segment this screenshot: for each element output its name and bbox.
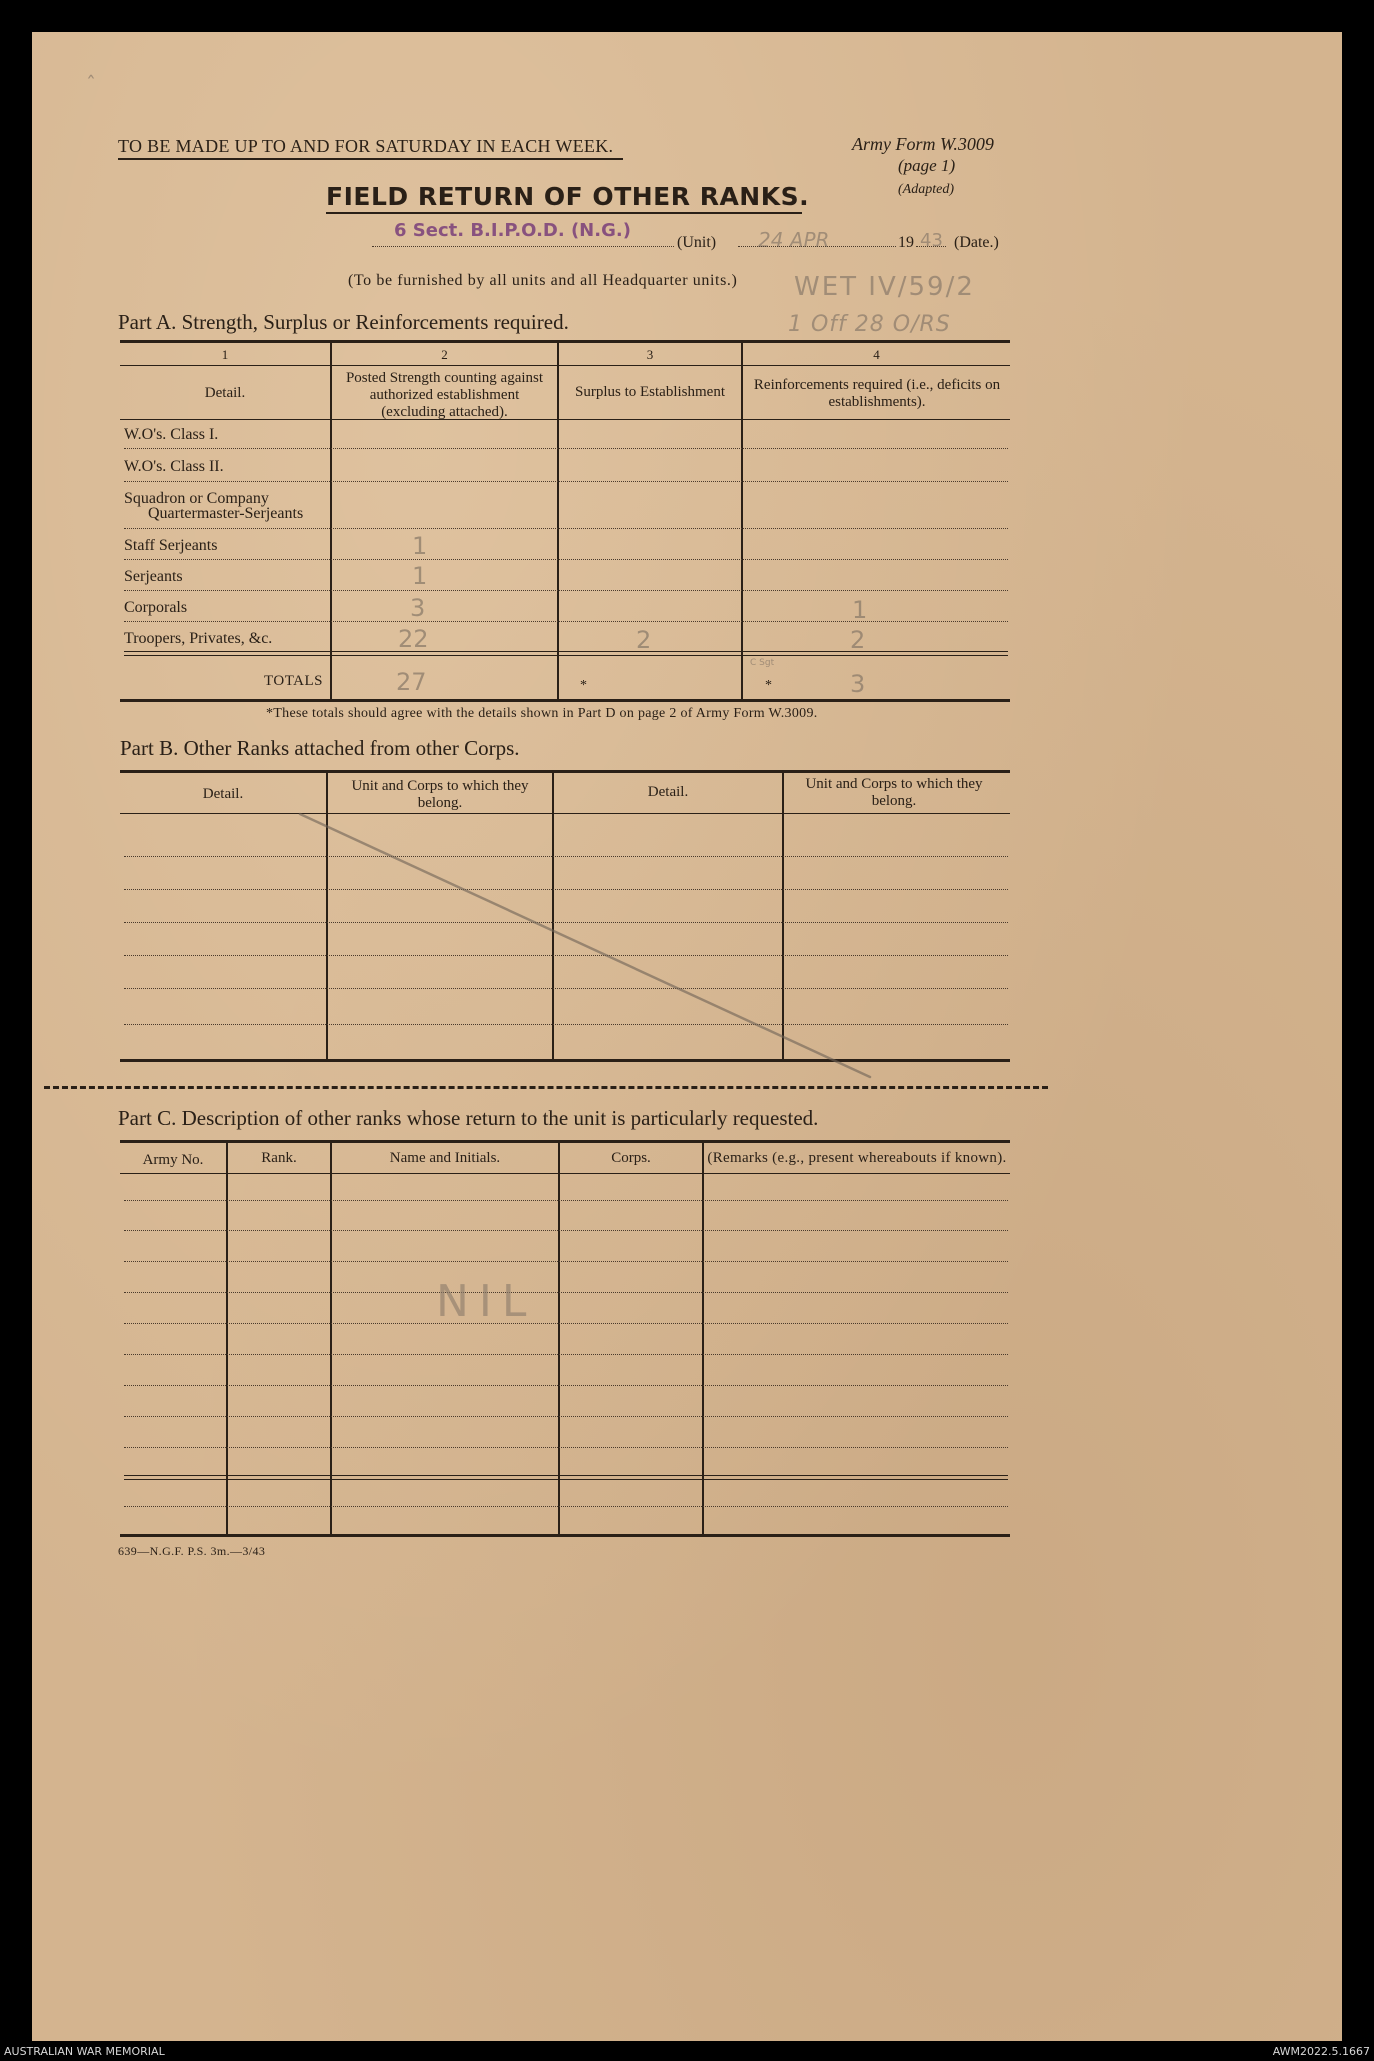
row-label-troopers: Troopers, Privates, &c. [124,630,273,647]
archive-reference: AWM2022.5.1667 [1272,2045,1370,2058]
part-c-line-8 [124,1416,1008,1417]
totals-surplus-star: * [580,678,587,693]
part-a-col-reinforcements: Reinforcements required (i.e., deficits on establishments). [753,377,1001,410]
posted-staff-serjeants: 1 [412,532,428,560]
part-a-col-num-1: 1 [221,347,229,362]
part-c-col-name: Name and Initials. [389,1150,501,1166]
row-label-serjeants: Serjeants [124,568,183,585]
row-label-wo-class-2: W.O's. Class II. [124,458,224,475]
totals-reinf: 3 [850,670,866,698]
part-c-col-army-no: Army No. [142,1152,204,1168]
part-a-col-surplus: Surplus to Establishment [575,384,725,400]
totals-reinf-star: * [765,678,772,693]
part-c-heading: Part C. Description of other ranks whose return to the unit is particularly requested. [118,1106,819,1130]
part-c-line-4 [124,1292,1008,1293]
archive-credit: AUSTRALIAN WAR MEMORIAL [4,2045,165,2058]
weekly-instruction: TO BE MADE UP TO AND FOR SATURDAY IN EACH WEEK. [118,136,614,156]
part-a-heading: Part A. Strength, Surplus or Reinforcements required. [118,310,569,334]
totals-reinf-note: C Sgt [750,658,775,668]
part-b-heading: Part B. Other Ranks attached from other Corps. [120,736,520,760]
part-c-line-1 [124,1200,1008,1201]
reinf-corporals: 1 [852,596,868,624]
part-c-line-3 [124,1261,1008,1262]
row-label-corporals: Corporals [124,599,188,616]
unit-stamp: 6 Sect. B.I.P.O.D. (N.G.) [394,220,631,241]
part-b-col-unit-corps-1: Unit and Corps to which they belong. [351,778,529,811]
part-c-line-7 [124,1385,1008,1386]
part-c-top-rule [120,1140,1010,1143]
pencil-annotation-ref: WET IV/59/2 [794,272,975,302]
archive-footer [0,2041,1374,2061]
part-a-footnote: *These totals should agree with the details shown in Part D on page 2 of Army Form W.3009. [266,706,818,721]
part-c-line-9 [124,1447,1008,1448]
surplus-troopers: 2 [636,626,652,654]
part-c-col-rank: Rank. [261,1150,297,1166]
nil-handwritten: NIL [436,1276,537,1327]
form-number: Army Form W.3009 [852,134,994,154]
row-label-cqms: Squadron or Company [124,490,269,507]
part-c-col-remarks: (Remarks (e.g., present whereabouts if known). [707,1150,1007,1166]
row-label-cqms-2: Quartermaster-Serjeants [148,505,304,522]
reinf-troopers: 2 [850,626,866,654]
part-b-col-unit-corps-2: Unit and Corps to which they belong. [805,776,983,809]
form-paper [32,32,1342,2041]
posted-corporals: 3 [410,594,426,622]
part-c-line-2 [124,1230,1008,1231]
pencil-annotation-strength: 1 Off 28 O/RS [788,312,951,337]
year-prefix: 19 [898,234,914,251]
part-c-bottom-rule [120,1534,1010,1537]
date-label: (Date.) [954,234,999,251]
print-code: 639—N.G.F. P.S. 3m.—3/43 [118,1544,266,1558]
part-c-line-6 [124,1354,1008,1355]
part-a-col-posted: Posted Strength counting against authorized establishment (excluding attached). [345,370,544,420]
part-c-double-rule-2 [124,1479,1008,1480]
posted-troopers: 22 [398,625,429,653]
corner-pencil-mark: ˆ [86,72,96,96]
part-b-col-detail-2: Detail. [647,784,689,800]
furnished-note: (To be furnished by all units and all Headquarter units.) [348,272,738,289]
year-handwritten: 43 [920,230,943,251]
form-title: FIELD RETURN OF OTHER RANKS. [326,182,810,211]
totals-label: TOTALS [264,673,324,689]
perforation-line [44,1086,1048,1089]
part-c-line-10 [124,1506,1008,1507]
part-a-col-num-3: 3 [646,347,654,362]
adapted-note: (Adapted) [898,182,954,197]
row-label-staff-serjeants: Staff Serjeants [124,537,218,554]
date-handwritten: 24 APR [758,228,830,252]
unit-label: (Unit) [677,234,717,251]
pencil-strike-line [32,32,1342,1132]
part-c-double-rule-1 [124,1475,1008,1476]
totals-posted: 27 [396,668,427,696]
part-b-col-detail-1: Detail. [202,786,244,802]
part-c-line-5 [124,1323,1008,1324]
part-a-col-num-4: 4 [873,347,880,362]
row-label-wo-class-1: W.O's. Class I. [124,426,219,443]
part-a-col-detail: Detail. [204,385,246,401]
part-c-col-corps: Corps. [611,1150,651,1166]
posted-serjeants: 1 [412,562,428,590]
part-a-col-num-2: 2 [441,347,448,362]
page-number: (page 1) [898,156,956,175]
part-c-header-rule [120,1173,1010,1174]
